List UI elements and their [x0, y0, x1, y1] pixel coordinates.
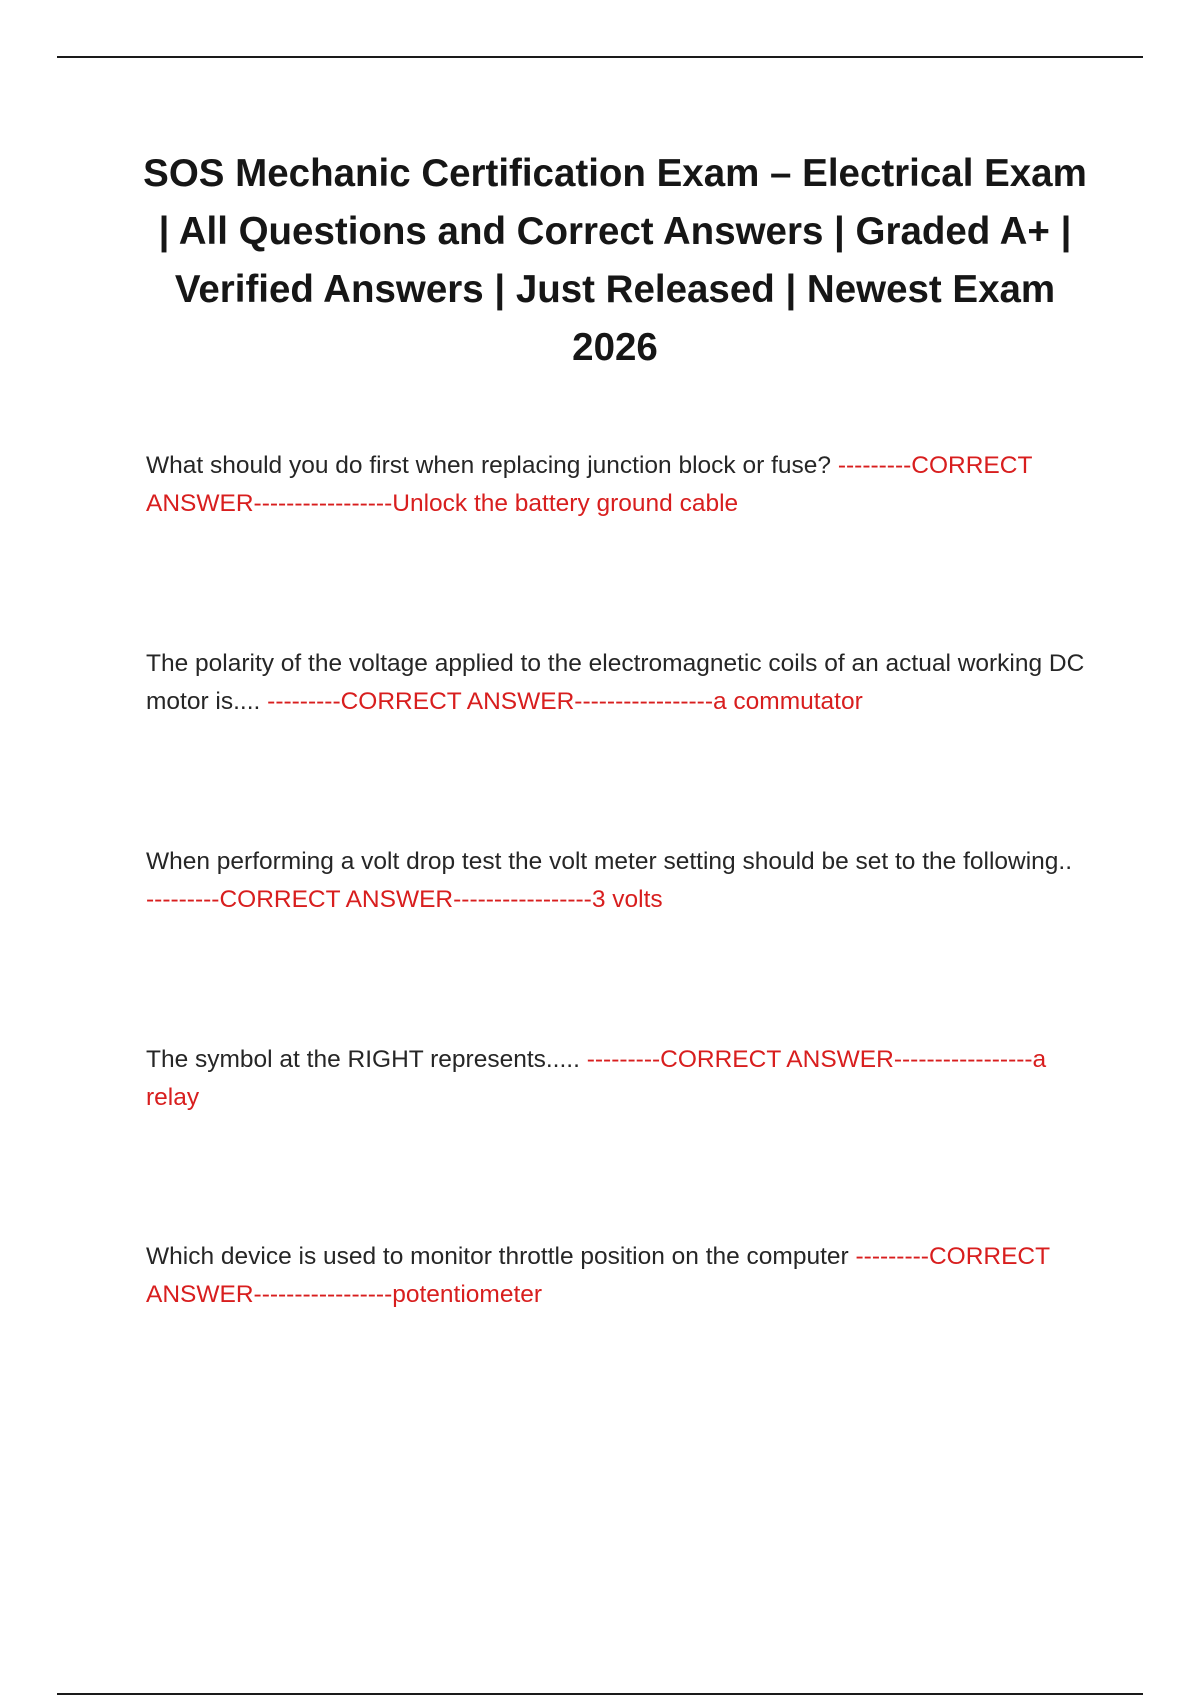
answer-text: a commutator	[713, 688, 863, 715]
separator-after: -----------------	[253, 1281, 393, 1308]
qa-item	[146, 447, 1086, 523]
qa-item	[146, 645, 1086, 721]
answer-text: 3 volts	[591, 886, 663, 913]
question-text: The symbol at the RIGHT represents.....	[146, 1046, 580, 1073]
correct-answer-label: CORRECT ANSWER	[146, 1243, 1050, 1308]
separator-before: ---------	[837, 452, 912, 479]
bottom-rule	[57, 1693, 1143, 1695]
separator-before: ---------	[267, 688, 341, 715]
correct-answer-label: CORRECT ANSWER	[146, 452, 1032, 517]
top-rule	[57, 56, 1143, 58]
document-title: SOS Mechanic Certification Exam – Electrical Exam | All Questions and Correct Answers | Graded A+ | Verified Answers | Just Released | Newest Exam 2026	[143, 152, 1087, 369]
separator-after: -----------------	[893, 1046, 1033, 1073]
correct-answer-label: CORRECT ANSWER	[660, 1046, 894, 1073]
separator-before: ---------	[586, 1046, 661, 1073]
separator-before: ---------	[855, 1243, 929, 1270]
answer-text: a relay	[146, 1046, 1047, 1111]
separator-before: ---------	[146, 886, 220, 913]
question-text: When performing a volt drop test the volt meter setting should be set to the following..	[146, 848, 1073, 875]
qa-item	[146, 1238, 1086, 1314]
question-text: What should you do first when replacing junction block or fuse?	[146, 452, 832, 479]
separator-after: -----------------	[574, 688, 713, 715]
qa-item	[146, 1041, 1086, 1117]
answer-text: Unlock the battery ground cable	[392, 490, 739, 517]
separator-after: -----------------	[253, 490, 393, 517]
correct-answer-label: CORRECT ANSWER	[340, 688, 575, 715]
qa-item	[146, 843, 1086, 919]
correct-answer-label: CORRECT ANSWER	[219, 886, 454, 913]
answer-text: potentiometer	[392, 1281, 543, 1308]
question-text: Which device is used to monitor throttle position on the computer	[146, 1243, 849, 1270]
question-text: The polarity of the voltage applied to the electromagnetic coils of an actual working DC motor is....	[146, 650, 1085, 715]
separator-after: -----------------	[453, 886, 592, 913]
